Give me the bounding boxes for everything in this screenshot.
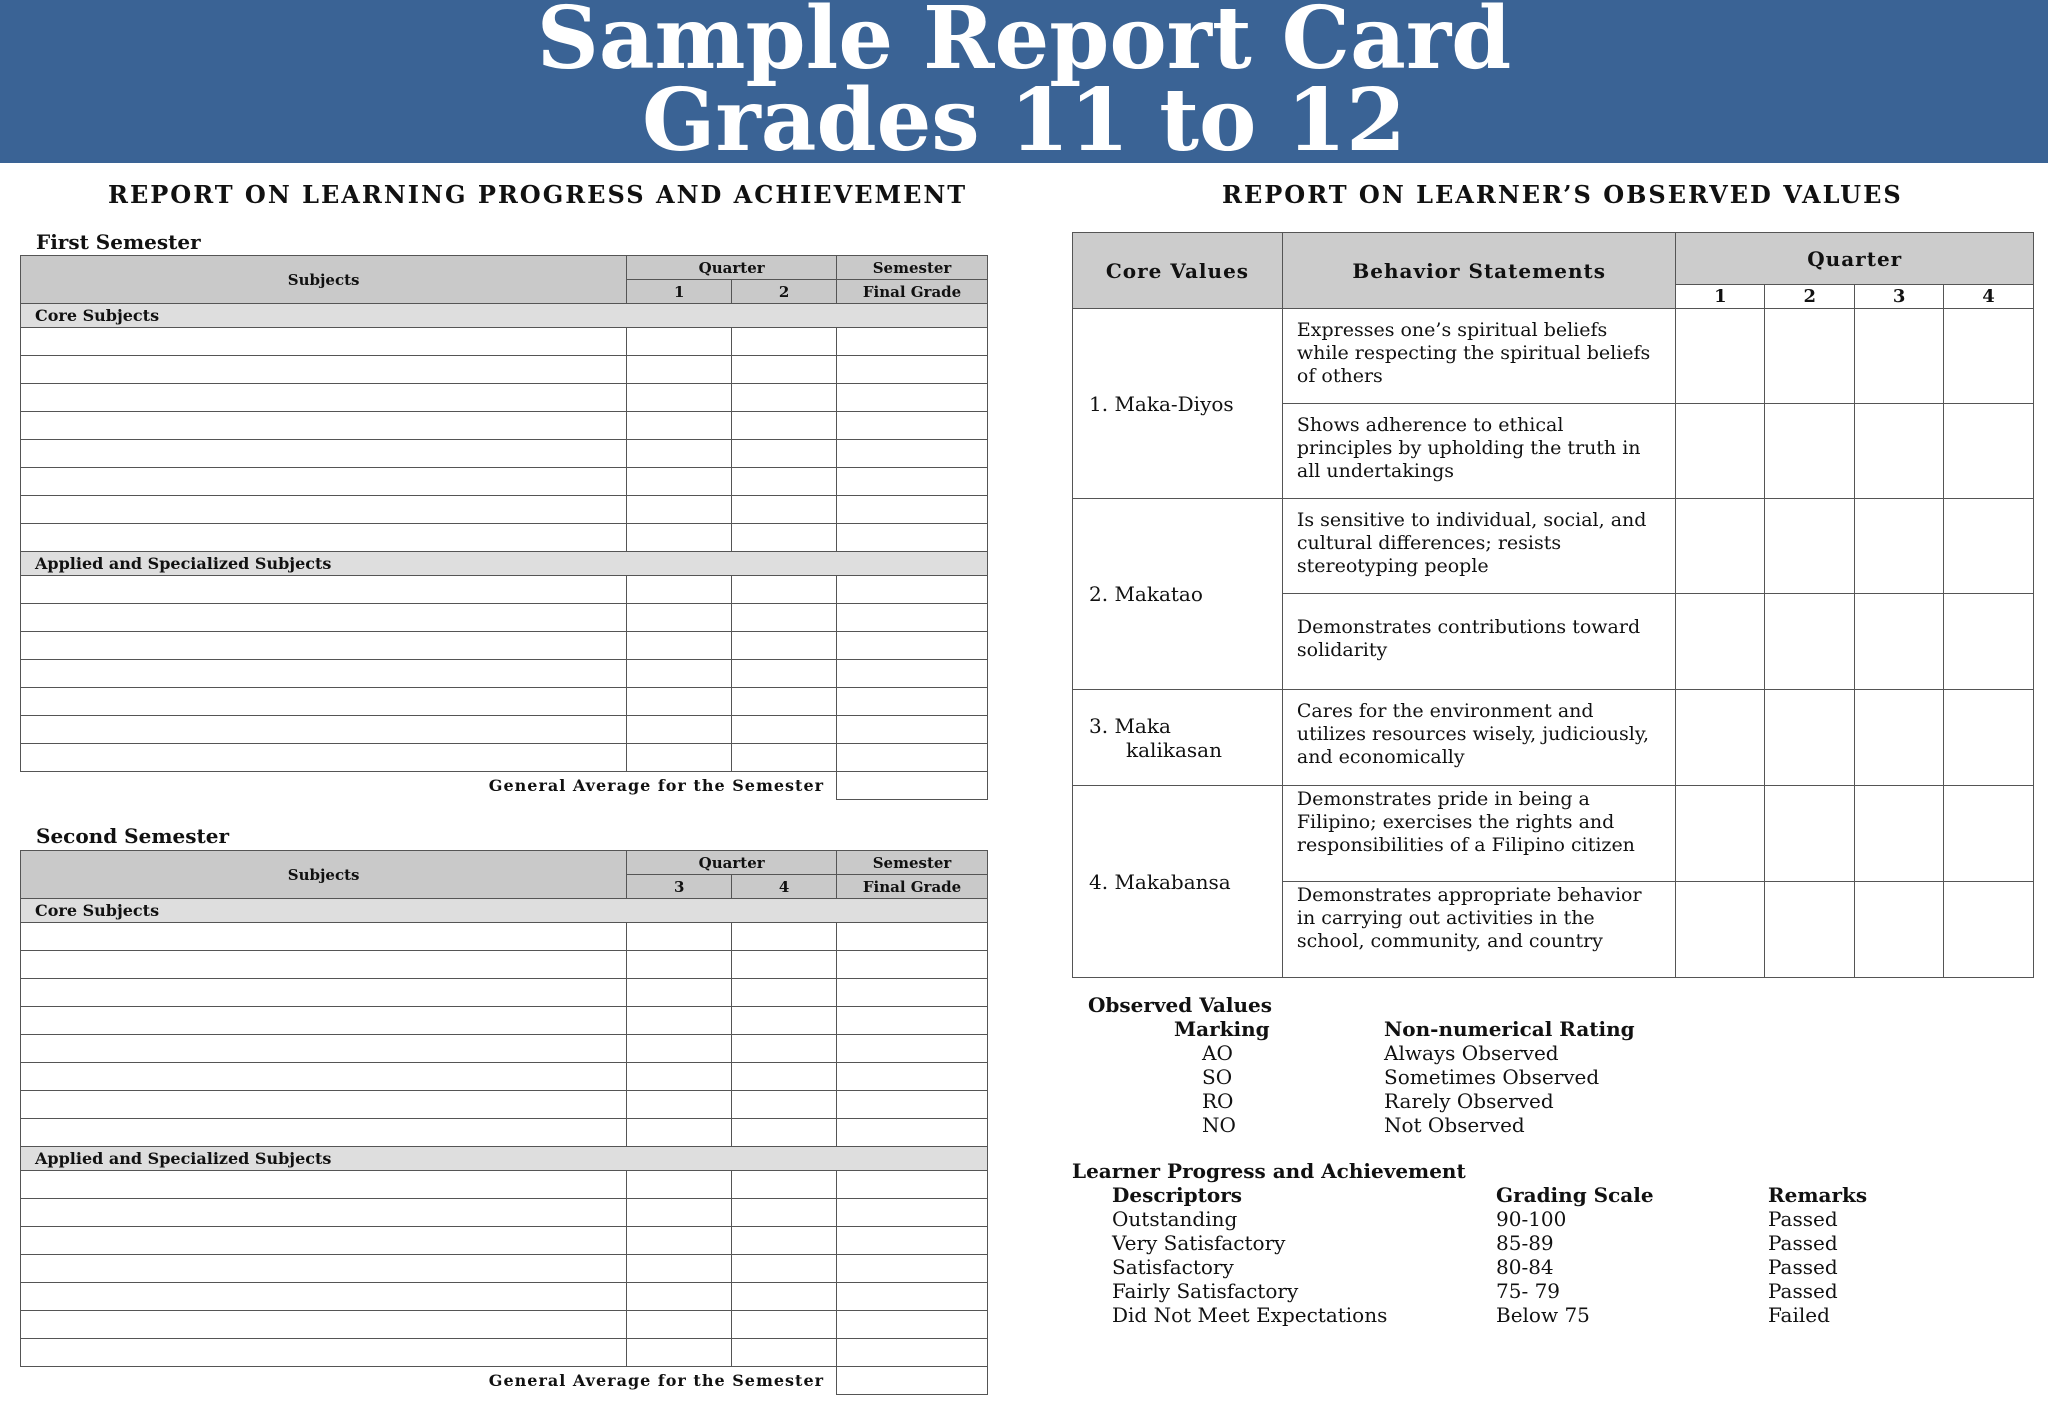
grade-row xyxy=(21,356,988,384)
marking-code: AO xyxy=(1202,1041,1233,1065)
applied-subjects-band: Applied and Specialized Subjects xyxy=(21,1147,988,1171)
final-grade-header-top: Semester xyxy=(837,851,988,875)
core-value-line: 3. Maka xyxy=(1089,713,1171,738)
remarks-header: Remarks xyxy=(1768,1183,1868,1207)
grading-scale-header: Grading Scale xyxy=(1496,1183,1654,1207)
marking-code: RO xyxy=(1202,1089,1234,1113)
grade-row xyxy=(21,632,988,660)
remark-text: Passed xyxy=(1768,1255,1838,1279)
descriptors-header: Descriptors xyxy=(1112,1183,1242,1207)
final-grade-header-bottom: Final Grade xyxy=(837,875,988,899)
behavior-statement: Is sensitive to individual, social, and cultural differences; resists stereotyping people xyxy=(1282,499,1676,594)
descriptor-text: Fairly Satisfactory xyxy=(1112,1279,1299,1303)
behavior-statement: Demonstrates appropriate behavior in carrying out activities in the school, community, and country xyxy=(1282,882,1676,978)
grade-row xyxy=(21,328,988,356)
rating-text: Sometimes Observed xyxy=(1384,1065,1600,1089)
core-subjects-band: Core Subjects xyxy=(21,304,988,328)
behavior-statement: Demonstrates pride in being a Filipino; exercises the rights and responsibilities of a Filipino citizen xyxy=(1282,786,1676,882)
rating-text: Not Observed xyxy=(1384,1113,1525,1137)
grading-scale-text: Below 75 xyxy=(1496,1303,1590,1327)
remark-text: Passed xyxy=(1768,1207,1838,1231)
behavior-statement: Expresses one’s spiritual beliefs while respecting the spiritual beliefs of others xyxy=(1282,309,1676,404)
grade-row xyxy=(21,412,988,440)
core-subjects-band: Core Subjects xyxy=(21,899,988,923)
banner-title-line1: Sample Report Card xyxy=(536,0,1512,89)
core-values-header: Core Values xyxy=(1073,233,1283,309)
grade-row xyxy=(21,1311,988,1339)
general-average-label: General Average for the Semester xyxy=(21,772,837,800)
banner-title-line2: Grades 11 to 12 xyxy=(641,70,1406,171)
grade-row xyxy=(21,384,988,412)
quarter-1-header: 1 xyxy=(627,280,732,304)
observed-values-table xyxy=(1072,232,2034,978)
descriptor-text: Very Satisfactory xyxy=(1112,1231,1286,1255)
grade-row xyxy=(21,716,988,744)
behavior-statement: Cares for the environment and utilizes resources wisely, judiciously, and economically xyxy=(1282,690,1676,786)
grade-row xyxy=(21,1119,988,1147)
rating-header: Non-numerical Rating xyxy=(1384,1017,1635,1041)
final-grade-header-bottom: Final Grade xyxy=(837,280,988,304)
behavior-statement: Demonstrates contributions toward solidarity xyxy=(1282,594,1676,690)
grade-row xyxy=(21,923,988,951)
grade-row xyxy=(21,951,988,979)
descriptor-text: Did Not Meet Expectations xyxy=(1112,1303,1388,1327)
grade-row xyxy=(21,1035,988,1063)
remark-text: Passed xyxy=(1768,1279,1838,1303)
marking-header: Marking xyxy=(1174,1017,1270,1041)
first-semester-table xyxy=(20,255,988,800)
marking-code: SO xyxy=(1202,1065,1233,1089)
grade-row xyxy=(21,660,988,688)
quarter-2-header: 2 xyxy=(732,280,837,304)
grade-row xyxy=(21,576,988,604)
quarter-3-header: 3 xyxy=(1855,285,1944,309)
grade-row xyxy=(21,1091,988,1119)
first-semester-label: First Semester xyxy=(36,230,201,254)
quarter-header: Quarter xyxy=(627,851,837,875)
grade-row xyxy=(21,1063,988,1091)
marking-code: NO xyxy=(1202,1113,1236,1137)
grade-row xyxy=(21,1283,988,1311)
progress-title: Learner Progress and Achievement xyxy=(1072,1159,1466,1183)
descriptor-text: Satisfactory xyxy=(1112,1255,1234,1279)
grade-row xyxy=(21,1227,988,1255)
subjects-header: Subjects xyxy=(21,256,627,304)
grade-row xyxy=(21,688,988,716)
grading-scale-text: 80-84 xyxy=(1496,1255,1554,1279)
title-banner xyxy=(0,0,2048,171)
behavior-statements-header: Behavior Statements xyxy=(1282,233,1676,309)
grade-row xyxy=(21,468,988,496)
grade-row xyxy=(21,1199,988,1227)
grade-row xyxy=(21,440,988,468)
remark-text: Failed xyxy=(1768,1303,1830,1327)
grade-row xyxy=(21,524,988,552)
subjects-header: Subjects xyxy=(21,851,627,899)
core-value-makakalikasan xyxy=(1073,690,1283,786)
general-average-cell xyxy=(837,772,988,800)
grade-row xyxy=(21,1339,988,1367)
observed-values-title: Observed Values xyxy=(1088,993,1272,1017)
grade-row xyxy=(21,1171,988,1199)
second-semester-label: Second Semester xyxy=(36,824,229,848)
quarter-3-header: 3 xyxy=(627,875,732,899)
quarter-2-header: 2 xyxy=(1765,285,1855,309)
core-value-makatao: 2. Makatao xyxy=(1073,499,1283,690)
descriptor-text: Outstanding xyxy=(1112,1207,1238,1231)
second-semester-table xyxy=(20,850,988,1395)
rating-text: Rarely Observed xyxy=(1384,1089,1554,1113)
grading-scale-text: 90-100 xyxy=(1496,1207,1567,1231)
remark-text: Passed xyxy=(1768,1231,1838,1255)
behavior-statement: Shows adherence to ethical principles by upholding the truth in all undertakings xyxy=(1282,404,1676,499)
grading-scale-text: 75- 79 xyxy=(1496,1279,1561,1303)
grade-row xyxy=(21,604,988,632)
core-value-makabansa: 4. Makabansa xyxy=(1073,786,1283,978)
general-average-label: General Average for the Semester xyxy=(21,1367,837,1395)
quarter-4-header: 4 xyxy=(1944,285,2034,309)
rating-text: Always Observed xyxy=(1384,1041,1559,1065)
grading-scale-text: 85-89 xyxy=(1496,1231,1554,1255)
general-average-cell xyxy=(837,1367,988,1395)
grade-row xyxy=(21,1007,988,1035)
applied-subjects-band: Applied and Specialized Subjects xyxy=(21,552,988,576)
quarter-header: Quarter xyxy=(1676,233,2034,285)
quarter-header: Quarter xyxy=(627,256,837,280)
grade-row xyxy=(21,1255,988,1283)
learning-progress-heading: REPORT ON LEARNING PROGRESS AND ACHIEVEMENT xyxy=(108,180,968,209)
quarter-1-header: 1 xyxy=(1676,285,1765,309)
core-value-maka-diyos: 1. Maka-Diyos xyxy=(1073,309,1283,499)
quarter-4-header: 4 xyxy=(732,875,837,899)
observed-values-heading: REPORT ON LEARNER’S OBSERVED VALUES xyxy=(1222,180,1903,209)
grade-row xyxy=(21,744,988,772)
grade-row xyxy=(21,496,988,524)
core-value-line: kalikasan xyxy=(1126,737,1222,762)
final-grade-header-top: Semester xyxy=(837,256,988,280)
grade-row xyxy=(21,979,988,1007)
